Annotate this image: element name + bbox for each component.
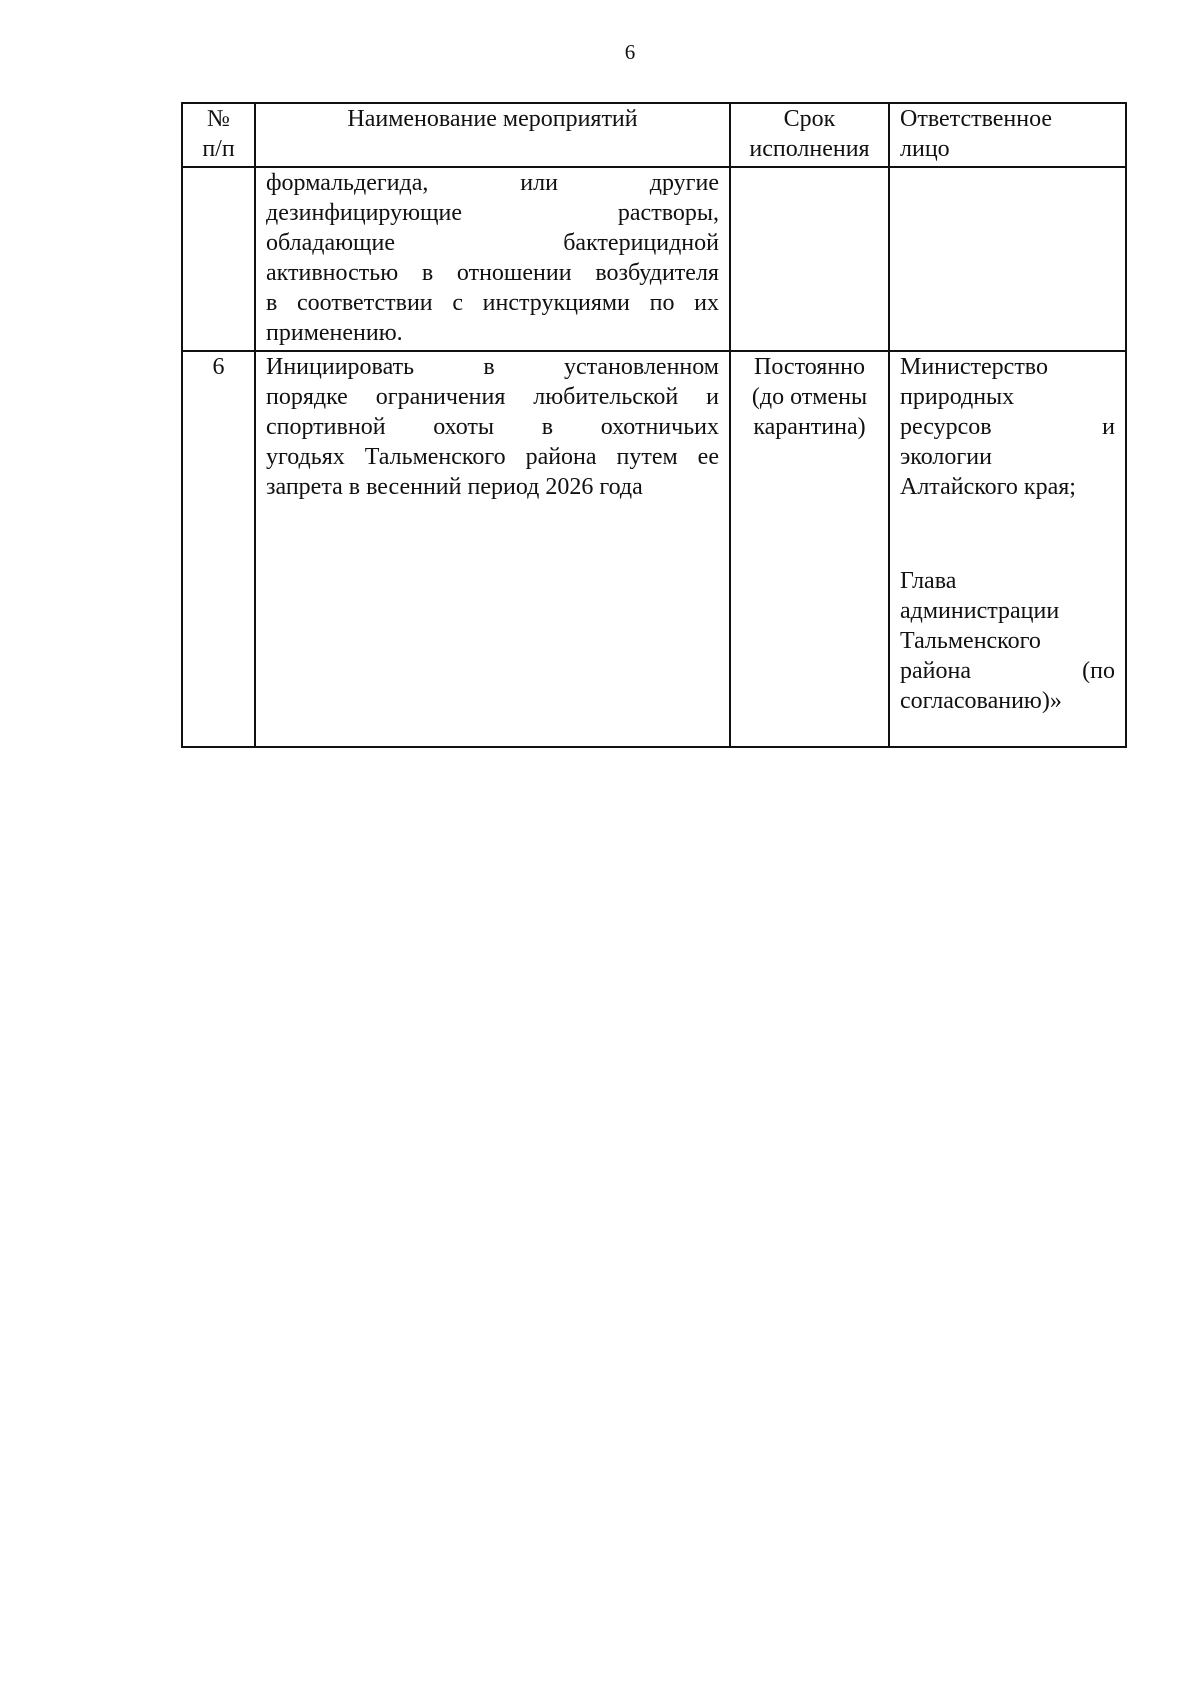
measure-name-line: запрета в весенний период 2026 года <box>266 474 643 500</box>
responsible-cell <box>889 351 1126 747</box>
table-row <box>182 167 1126 351</box>
header-measure-name <box>255 103 730 167</box>
deadline-line: (до отмены <box>751 384 868 410</box>
measure-name-line: в соответствии с инструкциями по их <box>266 290 719 316</box>
table-row <box>182 351 1126 747</box>
responsible-spacer <box>900 502 1115 566</box>
header-number-line: п/п <box>202 136 235 162</box>
responsible-line: ресурсов и <box>900 414 1115 440</box>
responsible-line: согласованию)» <box>900 688 1062 714</box>
header-deadline-line: исполнения <box>749 136 870 162</box>
deadline-line: карантина) <box>753 414 866 440</box>
measure-name-line: спортивной охоты в охотничьих <box>266 414 719 440</box>
responsible-line: района (по <box>900 658 1115 684</box>
measure-name-line: дезинфицирующие растворы, <box>266 200 719 226</box>
deadline-cell <box>730 167 889 351</box>
row-number-cell: 6 <box>182 351 255 747</box>
measures-table <box>181 102 1127 748</box>
table-header-row <box>182 103 1126 167</box>
measure-name-line: угодьях Тальменского района путем ее <box>266 444 719 470</box>
responsible-line: природных <box>900 384 1015 410</box>
row-number-cell <box>182 167 255 351</box>
measure-name-line: обладающие бактерицидной <box>266 230 719 256</box>
responsible-line: Глава <box>900 568 957 594</box>
responsible-line: Тальменского <box>900 628 1041 654</box>
deadline-line: Постоянно <box>753 354 866 380</box>
header-number <box>182 103 255 167</box>
measure-name-cell <box>255 167 730 351</box>
measure-name-line: Инициировать в установленном <box>266 354 719 380</box>
deadline-cell <box>730 351 889 747</box>
header-responsible-line: Ответственное <box>900 106 1053 132</box>
header-responsible-line: лицо <box>900 136 950 162</box>
measure-name-line: порядке ограничения любительской и <box>266 384 719 410</box>
measure-name-line: формальдегида, или другие <box>266 170 719 196</box>
measure-name-cell <box>255 351 730 747</box>
responsible-cell <box>889 167 1126 351</box>
responsible-line: Алтайского края; <box>900 474 1076 500</box>
header-deadline <box>730 103 889 167</box>
measure-name-line: применению. <box>266 320 403 346</box>
responsible-line: Министерство <box>900 354 1048 380</box>
responsible-line: экологии <box>900 444 992 470</box>
page-number: 6 <box>624 40 636 64</box>
responsible-line: администрации <box>900 598 1060 624</box>
header-deadline-line: Срок <box>783 106 836 132</box>
header-responsible <box>889 103 1126 167</box>
header-measure-name-text: Наименование мероприятий <box>347 106 638 132</box>
measure-name-line: активностью в отношении возбудителя <box>266 260 719 286</box>
header-number-line: № <box>207 106 230 132</box>
